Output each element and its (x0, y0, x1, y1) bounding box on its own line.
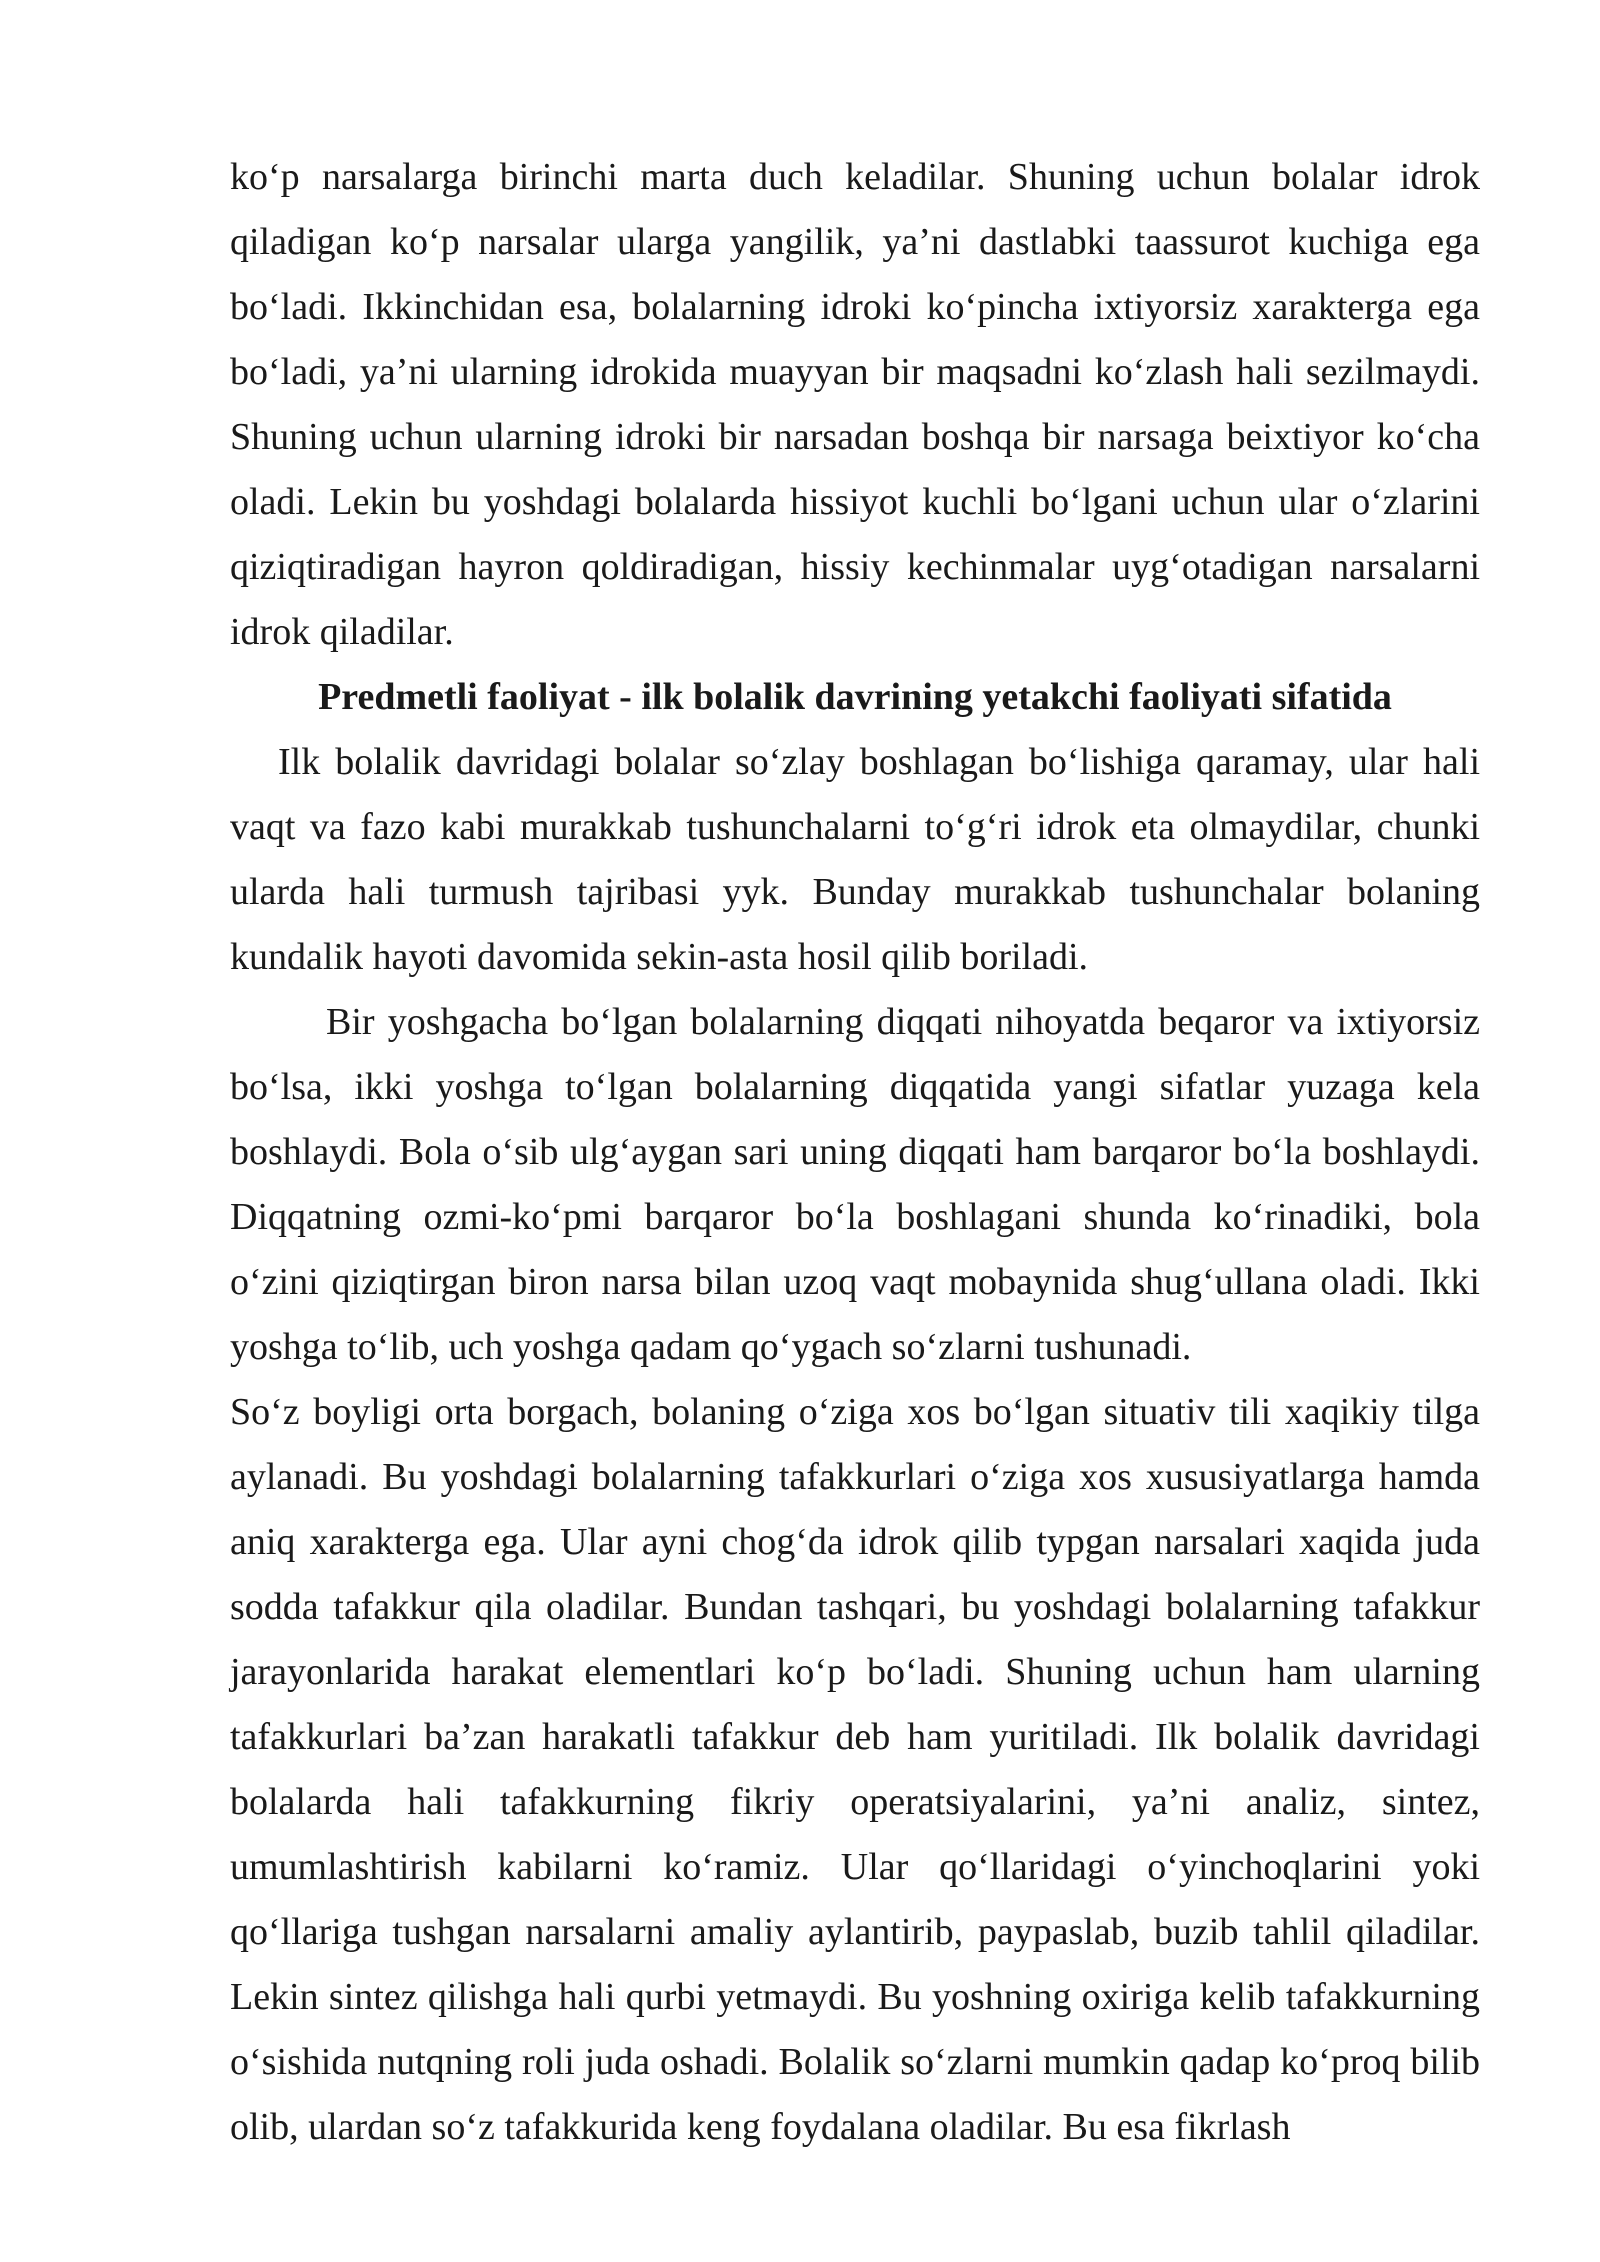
paragraph-3: Bir yoshgacha bo‘lgan bolalarning diqqati nihoyatda beqaror va ixtiyorsiz bo‘lsa, ikki yoshga to‘lgan bolalarning diqqatida yangi sifatlar yuzaga kela boshlaydi. Bola o‘sib ulg‘aygan sari uning diqqati ham barqaror bo‘la boshlaydi. Diqqatning ozmi-ko‘pmi barqaror bo‘la boshlagani shunda ko‘rinadiki, bola o‘zini qiziqtirgan biron narsa bilan uzoq vaqt mobaynida shug‘ullana oladi. Ikki yoshga to‘lib, uch yoshga qadam qo‘ygach so‘zlarni tushunadi. (230, 1001, 1480, 1368)
paragraph-1: ko‘p narsalarga birinchi marta duch keladilar. Shuning uchun bolalar idrok qiladigan ko‘p narsalar ularga yangilik, ya’ni dastlabki taassurot kuchiga ega bo‘ladi. Ikkinchidan esa, bolalarning idroki ko‘pincha ixtiyorsiz xarakterga ega bo‘ladi, ya’ni ularning idrokida muayyan bir maqsadni ko‘zlash hali sezilmaydi. Shuning uchun ularning idroki bir narsadan boshqa bir narsaga beixtiyor ko‘cha oladi. Lekin bu yoshdagi bolalarda hissiyot kuchli bo‘lgani uchun ular o‘zlarini qiziqtiradigan hayron qoldiradigan, hissiy kechinmalar uyg‘otadigan narsalarni idrok qiladilar. (230, 156, 1480, 653)
paragraph-4: So‘z boyligi orta borgach, bolaning o‘ziga xos bo‘lgan situativ tili xaqikiy tilga aylanadi. Bu yoshdagi bolalarning tafakkurlari o‘ziga xos xususiyatlarga hamda aniq xarakterga ega. Ular ayni chog‘da idrok qilib typgan narsalari xaqida juda sodda tafakkur qila oladilar. Bundan tashqari, bu yoshdagi bolalarning tafakkur jarayonlarida harakat elementlari ko‘p bo‘ladi. Shuning uchun ham ularning tafakkurlari ba’zan harakatli tafakkur deb ham yuritiladi. Ilk bolalik davridagi bolalarda hali tafakkurning fikriy operatsiyalarini, ya’ni analiz, sintez, umumlashtirish kabilarni ko‘ramiz. Ular qo‘llaridagi o‘yinchoqlarini yoki qo‘llariga tushgan narsalarni amaliy aylantirib, paypaslab, buzib tahlil qiladilar. Lekin sintez qilishga hali qurbi yetmaydi. Bu yoshning oxiriga kelib tafakkurning o‘sishida nutqning roli juda oshadi. Bolalik so‘zlarni mumkin qadap ko‘proq bilib olib, ulardan so‘z tafakkurida keng foydalana oladilar. Bu esa fikrlash (230, 1391, 1480, 2148)
document-page (230, 145, 1480, 2160)
section-heading: Predmetli faoliyat - ilk bolalik davrining yetakchi faoliyati sifatida (318, 676, 1392, 718)
paragraph-2: Ilk bolalik davridagi bolalar so‘zlay boshlagan bo‘lishiga qaramay, ular hali vaqt va fazo kabi murakkab tushunchalarni to‘g‘ri idrok eta olmaydilar, chunki ularda hali turmush tajribasi yyk. Bunday murakkab tushunchalar bolaning kundalik hayoti davomida sekin-asta hosil qilib boriladi. (230, 741, 1480, 978)
